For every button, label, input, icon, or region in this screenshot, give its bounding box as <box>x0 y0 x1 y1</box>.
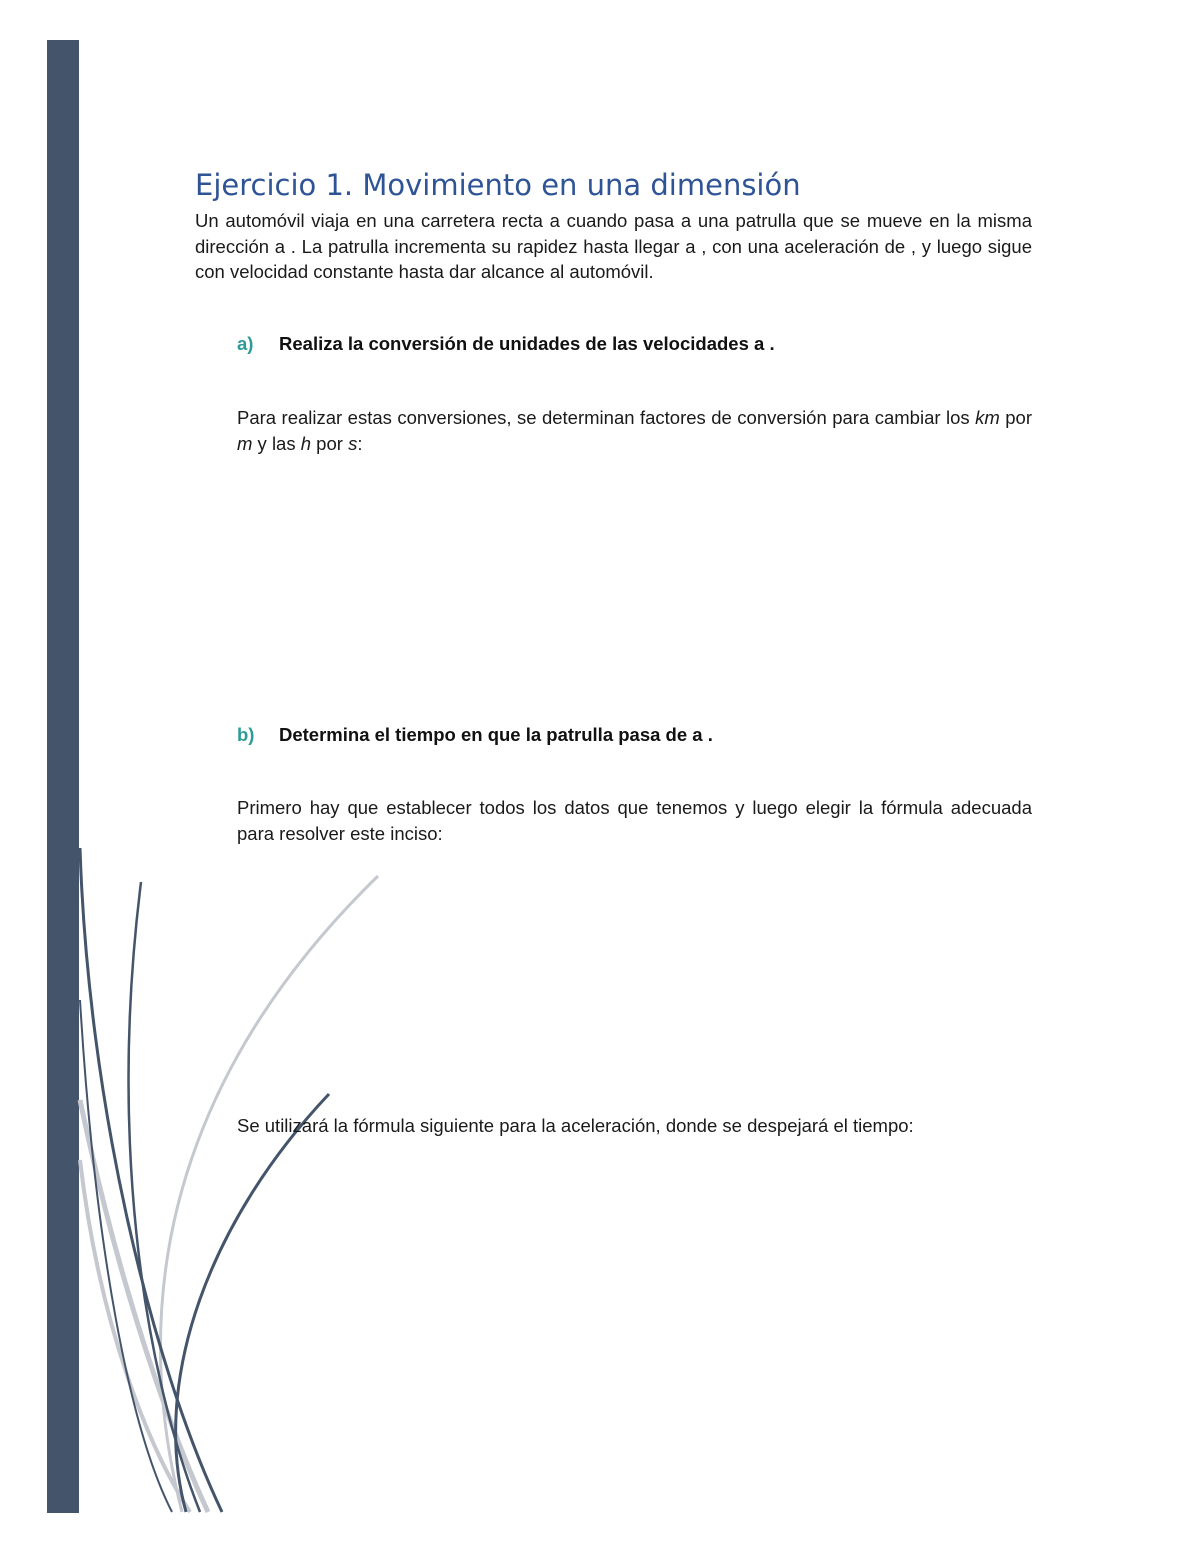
question-b <box>237 724 713 746</box>
section-a-text-start: Para realizar estas conversiones, se determinan factores de conversión para cambiar los <box>237 407 976 428</box>
question-b-text: Determina el tiempo en que la patrulla pasa de a . <box>279 724 713 745</box>
question-a-letter: a) <box>237 333 254 354</box>
unit-km: km <box>975 407 1000 428</box>
section-b-paragraph-1: Primero hay que establecer todos los datos que tenemos y luego elegir la fórmula adecuada para resolver este inciso: <box>237 797 1032 844</box>
unit-h: h <box>300 432 312 454</box>
section-a-text-por2: por <box>311 432 349 454</box>
unit-s: s <box>348 432 358 454</box>
unit-m: m <box>237 432 253 454</box>
question-b-letter: b) <box>237 724 255 745</box>
dark-curve-1 <box>80 848 222 1512</box>
intro-paragraph: Un automóvil viaja en una carretera recta a cuando pasa a una patrulla que se mueve en la misma dirección a . La patrulla incrementa su rapidez hasta llegar a , con una aceleración de , y luego sigue con velocidad constante hasta dar alcance al automóvil. <box>195 210 1032 282</box>
section-a-text-end: : <box>357 432 363 454</box>
section-a-paragraph <box>237 405 1032 456</box>
dark-curve-3 <box>176 1094 329 1512</box>
page-title: Ejercicio 1. Movimiento en una dimensión <box>195 168 801 202</box>
question-a-text: Realiza la conversión de unidades de las velocidades a . <box>279 333 775 354</box>
section-a-text-por1: por <box>999 407 1032 428</box>
section-a-text-y: y las <box>252 432 301 454</box>
light-curve-1 <box>161 876 378 1512</box>
light-curve-2 <box>80 1100 208 1512</box>
question-a <box>237 333 775 355</box>
section-b-paragraph-2: Se utilizará la fórmula siguiente para la aceleración, donde se despejará el tiempo: <box>237 1115 914 1136</box>
